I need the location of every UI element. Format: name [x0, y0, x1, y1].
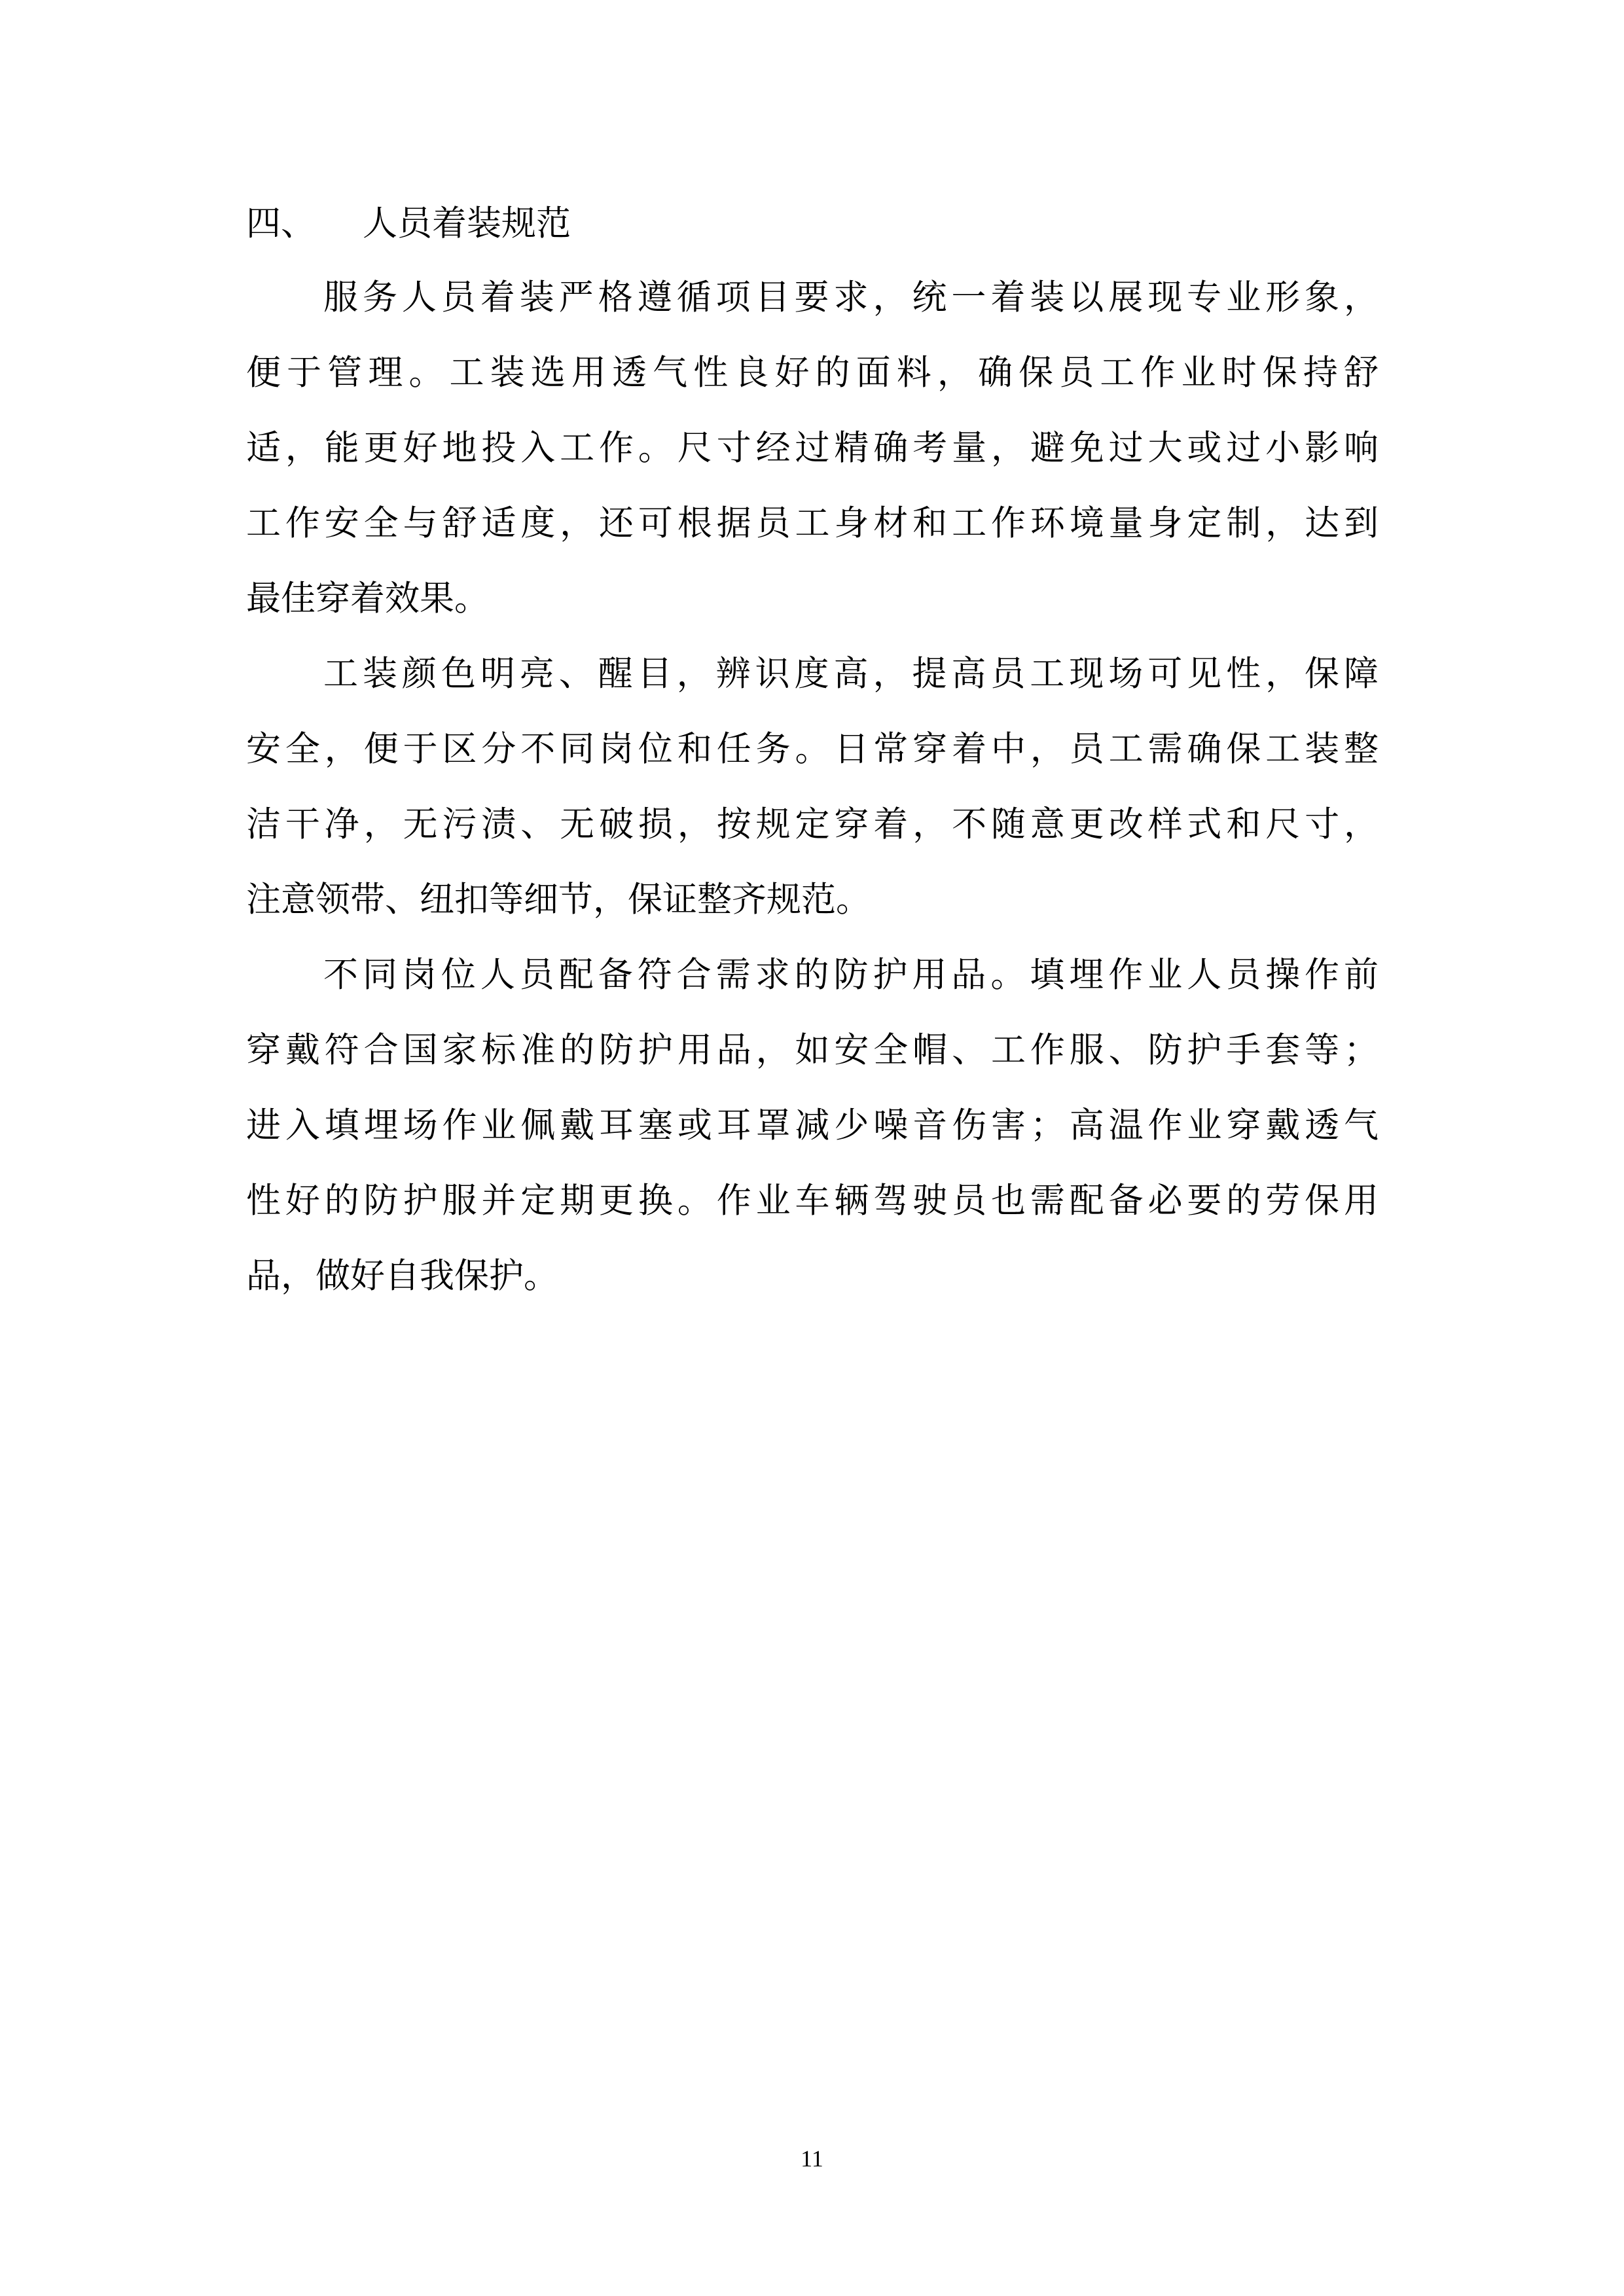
page-number: 11	[801, 2145, 823, 2172]
section-heading	[246, 198, 571, 250]
paragraph-line: 穿戴符合国家标准的防护用品，如安全帽、工作服、防护手套等；	[246, 1030, 1379, 1070]
section-title: 人员着装规范	[363, 204, 571, 243]
paragraph-line: 便于管理。工装选用透气性良好的面料，确保员工作业时保持舒	[246, 353, 1379, 393]
paragraph-line: 最佳穿着效果。	[246, 579, 489, 619]
paragraph-uniform-visibility	[246, 636, 1379, 937]
body-text	[246, 260, 1379, 1314]
paragraph-line: 性好的防护服并定期更换。作业车辆驾驶员也需配备必要的劳保用	[246, 1181, 1379, 1221]
paragraph-protective-equipment	[246, 937, 1379, 1314]
paragraph-line: 品，做好自我保护。	[246, 1256, 558, 1296]
paragraph-line: 注意领带、纽扣等细节，保证整齐规范。	[246, 880, 871, 920]
paragraph-line: 服务人员着装严格遵循项目要求，统一着装以展现专业形象，	[323, 278, 1379, 317]
paragraph-line: 适，能更好地投入工作。尺寸经过精确考量，避免过大或过小影响	[246, 428, 1379, 468]
paragraph-uniform-requirements	[246, 260, 1379, 636]
section-number: 四、	[246, 204, 316, 243]
paragraph-line: 安全，便于区分不同岗位和任务。日常穿着中，员工需确保工装整	[246, 729, 1379, 769]
paragraph-line: 工装颜色明亮、醒目，辨识度高，提高员工现场可见性，保障	[323, 654, 1379, 694]
paragraph-line: 工作安全与舒适度，还可根据员工身材和工作环境量身定制，达到	[246, 503, 1379, 543]
paragraph-line: 进入填埋场作业佩戴耳塞或耳罩减少噪音伤害；高温作业穿戴透气	[246, 1105, 1379, 1145]
paragraph-line: 不同岗位人员配备符合需求的防护用品。填埋作业人员操作前	[323, 955, 1379, 995]
paragraph-line: 洁干净，无污渍、无破损，按规定穿着，不随意更改样式和尺寸，	[246, 804, 1379, 844]
